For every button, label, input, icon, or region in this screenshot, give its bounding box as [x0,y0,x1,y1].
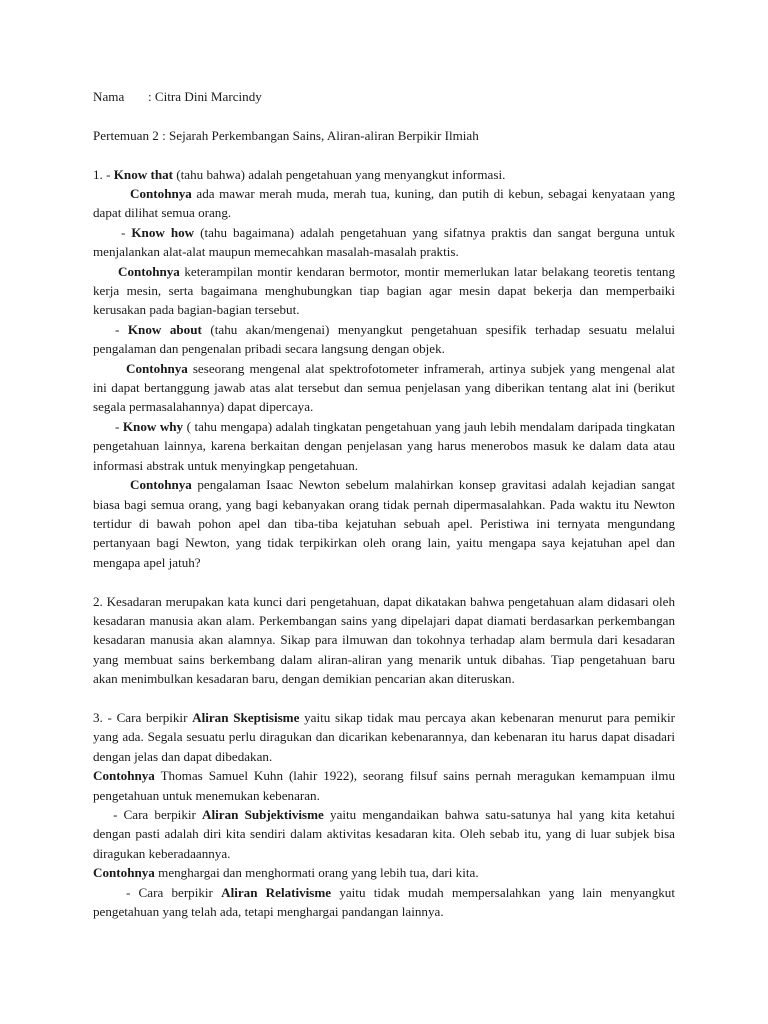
pertemuan-title: Pertemuan 2 : Sejarah Perkembangan Sains, Aliran-aliran Berpikir Ilmiah [93,127,479,143]
know-that-text: (tahu bahwa) adalah pengetahuan yang menyangkut informasi. [173,166,506,182]
know-that-paragraph [93,165,675,184]
example-text: ada mawar merah muda, merah tua, kuning, dan putih di kebun, sebagai kenyataan yang dapat dilihat semua orang. [93,186,675,221]
relativisme-term: Aliran Relativisme [221,884,332,900]
skeptisisme-example [93,766,675,805]
know-how-term: Know how [131,224,195,240]
know-why-text: ( tahu mengapa) adalah tingkatan pengetahuan yang jauh lebih mendalam daripada tingkatan pengetahuan lainnya, karena berkaitan dengan penjelasan yang harus menerobos masuk ke dalam data atau informasi abstrak untuk menyingkap pengetahuan. [93,418,676,473]
know-why-example [93,475,675,572]
document-body [93,87,675,921]
subjektivisme-term: Aliran Subjektivisme [202,806,324,822]
subjektivisme-paragraph [93,805,675,863]
relativisme-text: yaitu tidak mudah mempersalahkan yang lain menyangkut pengetahuan yang telah ada, tetapi menghargai pandangan lainnya. [93,884,675,919]
item-prefix: 1. - [93,166,114,182]
know-how-paragraph [93,223,675,262]
know-how-example [93,262,675,320]
example-term: Contohnya [93,865,155,881]
item-prefix: - [121,224,132,240]
item-prefix: - [115,321,128,337]
subjektivisme-text: yaitu mengandaikan bahwa satu-satunya hal yang kita ketahui dengan pasti adalah diri kita sendiri dalam aktivitas kesadaran kita. Oleh sebab itu, yang di luar subjek bisa diragukan keberadaannya. [93,806,675,861]
nama-line [93,87,675,106]
skeptisisme-term: Aliran Skeptisisme [192,709,300,725]
item-prefix: - [115,418,123,434]
relativisme-paragraph [93,883,675,922]
know-why-paragraph [93,417,675,475]
example-text: seseorang mengenal alat spektrofotometer inframerah, artinya subjek yang mengenal alat ini dapat bertanggung jawab atas alat tersebut dan semua penjelasan yang diberikan tentang alat ini (berikut segala permasalahannya) dapat dipercaya. [93,360,675,415]
example-text: menghargai dan menghormati orang yang lebih tua, dari kita. [154,865,479,881]
item-prefix: 3. - Cara berpikir [93,709,193,725]
example-term: Contohnya [118,263,180,279]
example-term: Contohnya [93,768,155,784]
subjektivisme-example [93,863,675,882]
know-why-term: Know why [122,418,184,434]
example-text: pengalaman Isaac Newton sebelum malahirkan konsep gravitasi adalah kejadian sangat biasa bagi semua orang, yang bagi kebanyakan orang tidak pernah dipermasalahkan. Pada waktu itu Newton tertidur di bawah pohon apel dan tiba-tiba kejatuhan sebuah apel. Peristiwa ini ternyata mengundang pertanyaan bagi Newton, yang tidak terpikirkan oleh orang lain, yaitu mengapa saya kejatuhan apel dan mengapa apel jatuh? [93,477,675,570]
know-how-text: (tahu bagaimana) adalah pengetahuan yang sifatnya praktis dan sangat berguna untuk menjalankan alat-alat maupun memecahkan masalah-masalah praktis. [93,224,675,260]
know-about-text: (tahu akan/mengenai) menyangkut pengetahuan spesifik terhadap sesuatu melalui pengalaman dan pengenalan pribadi secara langsung dengan objek. [93,321,675,357]
example-text: keterampilan montir kendaran bermotor, montir memerlukan latar belakang teoretis tentang kerja mesin, serta bagaimana menghubungkan tiap bagian agar mesin dapat bekerja dan memperbaiki kerusakan pada bagian-bagian tersebut. [93,263,675,318]
example-term: Contohnya [126,360,188,376]
skeptisisme-text: yaitu sikap tidak mau percaya akan kebenaran menurut para pemikir yang ada. Segala sesuatu perlu diragukan dan dicarikan kebenarannya, dan kebenaran itu harus dapat disadari dengan jelas dan dapat dibedakan. [93,709,675,764]
know-about-example [93,359,675,417]
nama-value: : Citra Dini Marcindy [148,89,262,104]
skeptisisme-paragraph [93,708,675,766]
know-about-paragraph [93,320,675,359]
example-text: Thomas Samuel Kuhn (lahir 1922), seorang filsuf sains pernah meragukan kemampuan ilmu pengetahuan untuk menemukan kebenaran. [93,768,675,803]
item-prefix: - Cara berpikir [113,806,203,822]
nama-label: Nama [93,89,125,104]
know-about-term: Know about [127,321,202,337]
know-that-example [93,184,675,223]
section-2-paragraph: 2. Kesadaran merupakan kata kunci dari pengetahuan, dapat dikatakan bahwa pengetahuan alam didasari oleh kesadaran manusia akan alam. Perkembangan sains yang dipelajari dapat diamati berdasarkan perkembangan kesadaran manusia akan alamnya. Sikap para ilmuwan dan tokohnya terhadap alam bermula dari kesadaran yang membuat sains berkembang dalam aliran-aliran yang menarik untuk dibahas. Tiap pengetahuan baru akan menimbulkan kesadaran baru, dengan demikian pencarian akan diteruskan. [93,593,675,687]
example-term: Contohnya [130,477,192,493]
example-term: Contohnya [130,186,192,201]
know-that-term: Know that [113,166,174,182]
item-prefix: - Cara berpikir [126,884,222,900]
